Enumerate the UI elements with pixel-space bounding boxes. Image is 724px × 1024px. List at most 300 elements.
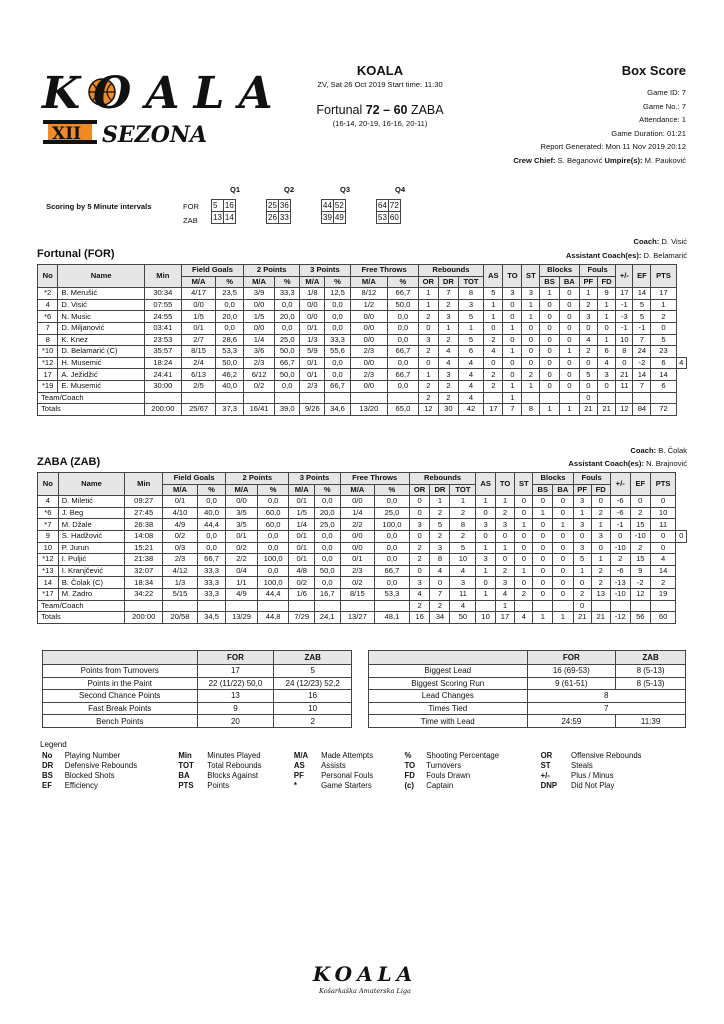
stat-cell: -12	[610, 612, 630, 624]
empty-cell	[597, 392, 616, 404]
stat-cell: 2	[484, 334, 503, 346]
cell: 49	[334, 213, 344, 222]
summary-column-header: ZAB	[274, 651, 352, 665]
stat-cell: 14	[633, 369, 651, 381]
legend-abbr: M/A	[293, 751, 309, 760]
stat-cell: 24	[633, 346, 651, 358]
stat-cell: 0	[676, 530, 687, 542]
stat-cell: 14	[651, 369, 676, 381]
stat-cell: 0	[515, 507, 533, 519]
table-row	[38, 357, 687, 369]
stat-cell: 32:07	[125, 565, 163, 577]
game-duration: Game Duration: 01:21	[611, 128, 686, 138]
totals-row	[38, 612, 687, 624]
stat-cell: 1	[573, 565, 591, 577]
stat-cell: 2	[409, 600, 430, 612]
table-row	[38, 507, 687, 519]
table-row	[38, 565, 687, 577]
player-name: H. Musemić	[58, 357, 144, 369]
stat-cell: 0	[515, 542, 533, 554]
empty-cell	[515, 600, 533, 612]
cell: 39	[323, 213, 332, 222]
stat-cell: 0	[597, 322, 616, 334]
stat-cell: -6	[610, 496, 630, 508]
stat-cell: 1/5	[181, 311, 215, 323]
table-row	[38, 288, 687, 300]
stat-cell: 30	[438, 404, 458, 416]
cell: 52	[334, 201, 344, 210]
column-header: AS	[476, 473, 495, 496]
player-number: *12	[38, 554, 59, 566]
stat-cell: 0	[573, 577, 591, 589]
stat-cell: 8/15	[340, 588, 375, 600]
empty-cell	[553, 600, 573, 612]
stat-cell: 2	[438, 392, 458, 404]
stat-cell: 1	[438, 322, 458, 334]
stat-cell: 13/20	[350, 404, 388, 416]
stat-cell: 5	[430, 519, 450, 531]
stat-cell: 0/0	[244, 299, 275, 311]
stat-cell: 6	[651, 357, 676, 369]
header-row	[38, 473, 687, 485]
stat-cell: 5	[651, 334, 676, 346]
empty-cell	[533, 600, 553, 612]
stat-cell: 0,0	[197, 496, 225, 508]
legend-desc: Defensive Rebounds	[64, 761, 138, 770]
stat-cell: 0	[515, 554, 533, 566]
column-subheader: %	[315, 484, 341, 496]
column-header: Blocks	[533, 473, 573, 485]
summary-row	[369, 665, 686, 678]
stat-cell: 33,3	[197, 588, 225, 600]
legend-desc: Did Not Play	[571, 781, 615, 790]
coach-label: Coach:	[633, 237, 660, 246]
stat-cell: 24:41	[144, 369, 181, 381]
stat-cell: 4	[495, 588, 514, 600]
empty-cell	[125, 600, 163, 612]
stat-cell: 0	[533, 554, 553, 566]
stat-cell: 0/0	[340, 542, 375, 554]
summary-row	[369, 702, 686, 715]
stat-cell: 13/27	[340, 612, 375, 624]
empty-cell	[181, 392, 215, 404]
stat-cell: 1/8	[300, 288, 325, 300]
stat-cell: 0	[553, 507, 573, 519]
summary-label: Bench Points	[43, 715, 198, 728]
stat-cell: 14:08	[125, 530, 163, 542]
column-subheader: %	[197, 484, 225, 496]
column-subheader: %	[375, 484, 410, 496]
column-subheader: FD	[591, 484, 610, 496]
logo-top-text: KOALA	[42, 68, 287, 119]
scoring-q1-table	[211, 199, 236, 224]
stat-cell: 1	[591, 554, 610, 566]
stat-cell: 2	[418, 392, 438, 404]
column-header: TO	[503, 265, 522, 288]
stat-cell: 0	[579, 392, 597, 404]
stat-cell: 0,0	[325, 299, 350, 311]
summary-row	[369, 690, 686, 703]
legend-desc: Efficiency	[64, 781, 98, 790]
stat-cell: 0/0	[300, 299, 325, 311]
stat-cell: 2	[430, 600, 450, 612]
stat-cell: 2/7	[181, 334, 215, 346]
stat-cell: 1	[476, 496, 495, 508]
stat-cell: 2/3	[340, 565, 375, 577]
legend-abbr: OR	[540, 751, 553, 760]
stat-cell: 2	[450, 507, 476, 519]
player-name: A. Ježidžić	[58, 369, 144, 381]
stat-cell: 2	[409, 554, 430, 566]
column-header: 3 Points	[289, 473, 340, 485]
scoring-q4-table	[376, 199, 401, 224]
stat-cell: 27:45	[125, 507, 163, 519]
stat-cell: 3	[503, 288, 522, 300]
stat-cell: 66,7	[275, 357, 300, 369]
summary-value: 8 (5-13)	[616, 665, 686, 678]
stat-cell: 3	[573, 519, 591, 531]
column-subheader: DR	[430, 484, 450, 496]
table-row	[38, 311, 687, 323]
legend-abbr: %	[404, 751, 412, 760]
footer-logo-sub: Košarkaška Amaterska Liga	[319, 987, 411, 995]
stat-cell: 66,7	[388, 288, 418, 300]
stat-cell: 2	[438, 299, 458, 311]
stat-cell: 0/1	[289, 542, 315, 554]
game-result	[280, 103, 480, 117]
stat-cell: 2	[522, 369, 540, 381]
summary-row	[43, 690, 352, 703]
stat-cell: -1	[616, 299, 633, 311]
stat-cell: 1	[597, 334, 616, 346]
stat-cell: 44,4	[257, 588, 289, 600]
cell: 53	[378, 213, 387, 222]
stat-cell: 0	[579, 322, 597, 334]
stat-cell: 5/9	[300, 346, 325, 358]
legend-desc: Blocked Shots	[64, 771, 115, 780]
legend-row	[40, 761, 680, 771]
stat-cell: 3	[522, 288, 540, 300]
stat-cell: 0	[533, 519, 553, 531]
column-header: 2 Points	[244, 265, 300, 277]
stat-cell: -10	[610, 588, 630, 600]
column-header: +/-	[616, 265, 633, 288]
stat-cell: 0	[559, 288, 579, 300]
stat-cell: 0	[522, 357, 540, 369]
table-row	[38, 554, 687, 566]
stat-cell: 100,0	[375, 519, 410, 531]
stat-cell: 6/13	[181, 369, 215, 381]
stat-cell: 2	[495, 565, 514, 577]
score-dash: –	[383, 102, 391, 117]
player-name: D. Belamarić (C)	[58, 346, 144, 358]
stat-cell: 25,0	[275, 334, 300, 346]
stat-cell: 0	[515, 530, 533, 542]
summary-column-header: FOR	[527, 651, 616, 665]
stat-cell: 1	[495, 542, 514, 554]
legend-abbr: FD	[404, 771, 415, 780]
assistant-coach-name: N. Brajnović	[646, 459, 687, 468]
column-subheader: OR	[418, 276, 438, 288]
stat-cell: 60	[650, 612, 676, 624]
player-number: *6	[38, 311, 58, 323]
stat-cell: 5	[458, 311, 484, 323]
stat-cell: 0,0	[216, 322, 244, 334]
stat-cell: 100,0	[257, 577, 289, 589]
stat-cell: 1	[559, 346, 579, 358]
summary-value: 9 (61-51)	[527, 677, 616, 690]
stat-cell: 5	[573, 554, 591, 566]
table-row	[38, 369, 687, 381]
stat-cell: 0	[503, 299, 522, 311]
stat-cell: 0,0	[257, 542, 289, 554]
cell: 26	[268, 213, 277, 222]
crew-chief-label: Crew Chief:	[513, 155, 556, 165]
stat-cell: 4	[458, 357, 484, 369]
stat-cell: -13	[610, 577, 630, 589]
stat-cell: 6	[651, 380, 676, 392]
stat-cell: 20,0	[216, 311, 244, 323]
stat-cell: -2	[633, 357, 651, 369]
stat-cell: 84	[633, 404, 651, 416]
summary-label: Times Tied	[369, 702, 528, 715]
stat-cell: 0/0	[181, 299, 215, 311]
stat-cell: 3/5	[226, 519, 258, 531]
stat-cell: 0	[553, 554, 573, 566]
column-subheader: OR	[409, 484, 430, 496]
stat-cell: 3	[495, 519, 514, 531]
column-header: Free Throws	[350, 265, 418, 277]
summary-label: Time with Lead	[369, 715, 528, 728]
stat-cell: 0/0	[226, 496, 258, 508]
stat-cell: 0/1	[300, 357, 325, 369]
stat-cell: 9	[597, 288, 616, 300]
stat-cell: 0	[650, 542, 676, 554]
stat-cell: 0,0	[315, 554, 341, 566]
stat-cell: 0,0	[257, 530, 289, 542]
stat-cell: 1/3	[163, 577, 198, 589]
stat-cell: 10	[476, 612, 495, 624]
player-number: 9	[38, 530, 59, 542]
empty-cell	[375, 600, 410, 612]
summary-left-table	[42, 650, 352, 728]
stat-cell: 13	[591, 588, 610, 600]
stat-cell: 7	[633, 334, 651, 346]
stat-cell: 4	[458, 380, 484, 392]
stat-cell: 55,6	[325, 346, 350, 358]
stat-cell: 56	[630, 612, 650, 624]
team-coach-label: Team/Coach	[38, 600, 125, 612]
stat-cell: 1/3	[300, 334, 325, 346]
stat-cell: 4/9	[226, 588, 258, 600]
stat-cell: 6	[597, 346, 616, 358]
legend-abbr: BS	[42, 771, 53, 780]
stat-cell: 39,0	[275, 404, 300, 416]
column-header: PTS	[651, 265, 676, 288]
stat-cell: 0/0	[300, 311, 325, 323]
stat-cell: 0/0	[340, 530, 375, 542]
cell: 13	[213, 213, 222, 222]
stat-cell: 0/1	[289, 554, 315, 566]
cell: 60	[389, 213, 399, 222]
legend-abbr: TOT	[178, 761, 194, 770]
stat-cell: 1	[495, 496, 514, 508]
stat-cell: 11	[616, 380, 633, 392]
stat-cell: 2	[515, 588, 533, 600]
stat-cell: 21	[591, 612, 610, 624]
summary-header-row	[43, 651, 352, 665]
legend-desc: Total Rebounds	[207, 761, 262, 770]
stat-cell: 1	[533, 612, 553, 624]
stat-cell: 21:38	[125, 554, 163, 566]
summary-right-table	[368, 650, 686, 728]
team-title: ZABA (ZAB)	[37, 456, 101, 468]
stat-cell: 0,0	[257, 496, 289, 508]
stat-cell: 1	[553, 519, 573, 531]
stat-cell: 0	[522, 346, 540, 358]
legend-desc: Assists	[321, 761, 346, 770]
stat-cell: 1	[476, 588, 495, 600]
stat-cell: 4/17	[181, 288, 215, 300]
stat-cell: 0,0	[375, 530, 410, 542]
stat-cell: 5	[458, 334, 484, 346]
stat-cell: 1/2	[350, 299, 388, 311]
stat-cell: 3	[573, 542, 591, 554]
stat-cell: 34	[430, 612, 450, 624]
stat-cell: 0	[553, 577, 573, 589]
stat-cell: 0	[573, 600, 591, 612]
summary-header-row	[369, 651, 686, 665]
stat-cell: 3	[430, 542, 450, 554]
stat-cell: 0	[409, 530, 430, 542]
summary-value: 2	[274, 715, 352, 728]
stat-cell: 3	[573, 496, 591, 508]
stat-cell: 3	[476, 554, 495, 566]
stat-cell: 2/3	[244, 357, 275, 369]
stat-cell: 34,6	[325, 404, 350, 416]
summary-label: Biggest Scoring Run	[369, 677, 528, 690]
stat-cell: 0	[409, 507, 430, 519]
stat-cell: 34:22	[125, 588, 163, 600]
stat-cell: 46,2	[216, 369, 244, 381]
legend-abbr: AS	[293, 761, 305, 770]
stat-cell: 2/3	[350, 346, 388, 358]
table-row	[38, 519, 687, 531]
column-header: EF	[633, 265, 651, 288]
stat-cell: 0,0	[315, 577, 341, 589]
stat-cell: 8	[450, 519, 476, 531]
stat-cell: 4/9	[163, 519, 198, 531]
stat-cell: 50,0	[315, 565, 341, 577]
stat-cell: 2	[418, 380, 438, 392]
stat-cell: 53,3	[216, 346, 244, 358]
stat-cell: 50,0	[275, 346, 300, 358]
stat-cell: 1	[540, 288, 559, 300]
summary-value: 8	[527, 690, 686, 703]
stat-cell: 1/4	[289, 519, 315, 531]
stat-cell: 26:38	[125, 519, 163, 531]
summary-label: Lead Changes	[369, 690, 528, 703]
player-name: B. Merušić	[58, 288, 144, 300]
stat-cell: 0/0	[340, 496, 375, 508]
stat-cell: 0,0	[388, 311, 418, 323]
empty-cell	[197, 600, 225, 612]
stat-cell: 2	[418, 346, 438, 358]
legend-row	[40, 781, 680, 791]
stat-cell: 7	[430, 588, 450, 600]
stat-cell: 0	[418, 357, 438, 369]
player-name: I. Puljić	[58, 554, 125, 566]
assistant-coach-label: Assistant Coach(es):	[568, 459, 644, 468]
stat-cell: 0,0	[325, 369, 350, 381]
stat-cell: 3/9	[244, 288, 275, 300]
column-header: Name	[58, 473, 125, 496]
legend-desc: Made Attempts	[321, 751, 374, 760]
stat-cell: 1	[533, 507, 553, 519]
summary-label: Points in the Paint	[43, 677, 198, 690]
stat-cell: 4	[515, 612, 533, 624]
column-header: ST	[515, 473, 533, 496]
player-number: *19	[38, 380, 58, 392]
stat-cell: 11	[450, 588, 476, 600]
stat-cell: -10	[630, 530, 650, 542]
legend-abbr: EF	[42, 781, 52, 790]
stat-cell: 1	[450, 496, 476, 508]
stat-cell: 8/12	[350, 288, 388, 300]
stat-cell: 6/12	[244, 369, 275, 381]
stat-cell: 0,0	[197, 542, 225, 554]
report-generated: Report Generated: Mon 11 Nov 2019 20:12	[540, 142, 686, 151]
stat-cell: 20,0	[275, 311, 300, 323]
stat-cell: 0/0	[350, 334, 388, 346]
player-number: 4	[38, 496, 59, 508]
stat-cell: 0	[650, 530, 676, 542]
assistant-coach-name: D. Belamarić	[643, 251, 687, 260]
totals-row	[38, 404, 687, 416]
empty-cell	[144, 392, 181, 404]
stat-cell: 4	[430, 565, 450, 577]
stat-cell: 66,7	[325, 380, 350, 392]
team-coach-label: Team/Coach	[38, 392, 145, 404]
stat-cell: 0	[650, 496, 676, 508]
stat-cell: 1	[559, 404, 579, 416]
stat-cell: 21	[573, 612, 591, 624]
stat-cell: 0	[540, 380, 559, 392]
stat-cell: 0/1	[289, 496, 315, 508]
column-subheader: %	[216, 276, 244, 288]
summary-column-header: ZAB	[616, 651, 686, 665]
stat-cell: 0	[430, 577, 450, 589]
stat-cell: -6	[610, 565, 630, 577]
column-header: Min	[144, 265, 181, 288]
column-header: Field Goals	[181, 265, 243, 277]
stat-cell: 17	[651, 288, 676, 300]
scoring-team-zab: ZAB	[183, 216, 198, 225]
stat-cell: 2	[573, 588, 591, 600]
column-subheader: PF	[579, 276, 597, 288]
column-subheader: M/A	[300, 276, 325, 288]
stat-cell: 50,0	[388, 299, 418, 311]
player-name: M. Džale	[58, 519, 125, 531]
crew-chief-name: S. Beganović	[557, 155, 603, 165]
stat-cell: 50,0	[275, 369, 300, 381]
stat-cell: 0,0	[375, 554, 410, 566]
stat-cell: 4/10	[163, 507, 198, 519]
table-row	[38, 322, 687, 334]
column-subheader: %	[275, 276, 300, 288]
player-name: B. Čolak (C)	[58, 577, 125, 589]
stat-cell: 3	[495, 577, 514, 589]
